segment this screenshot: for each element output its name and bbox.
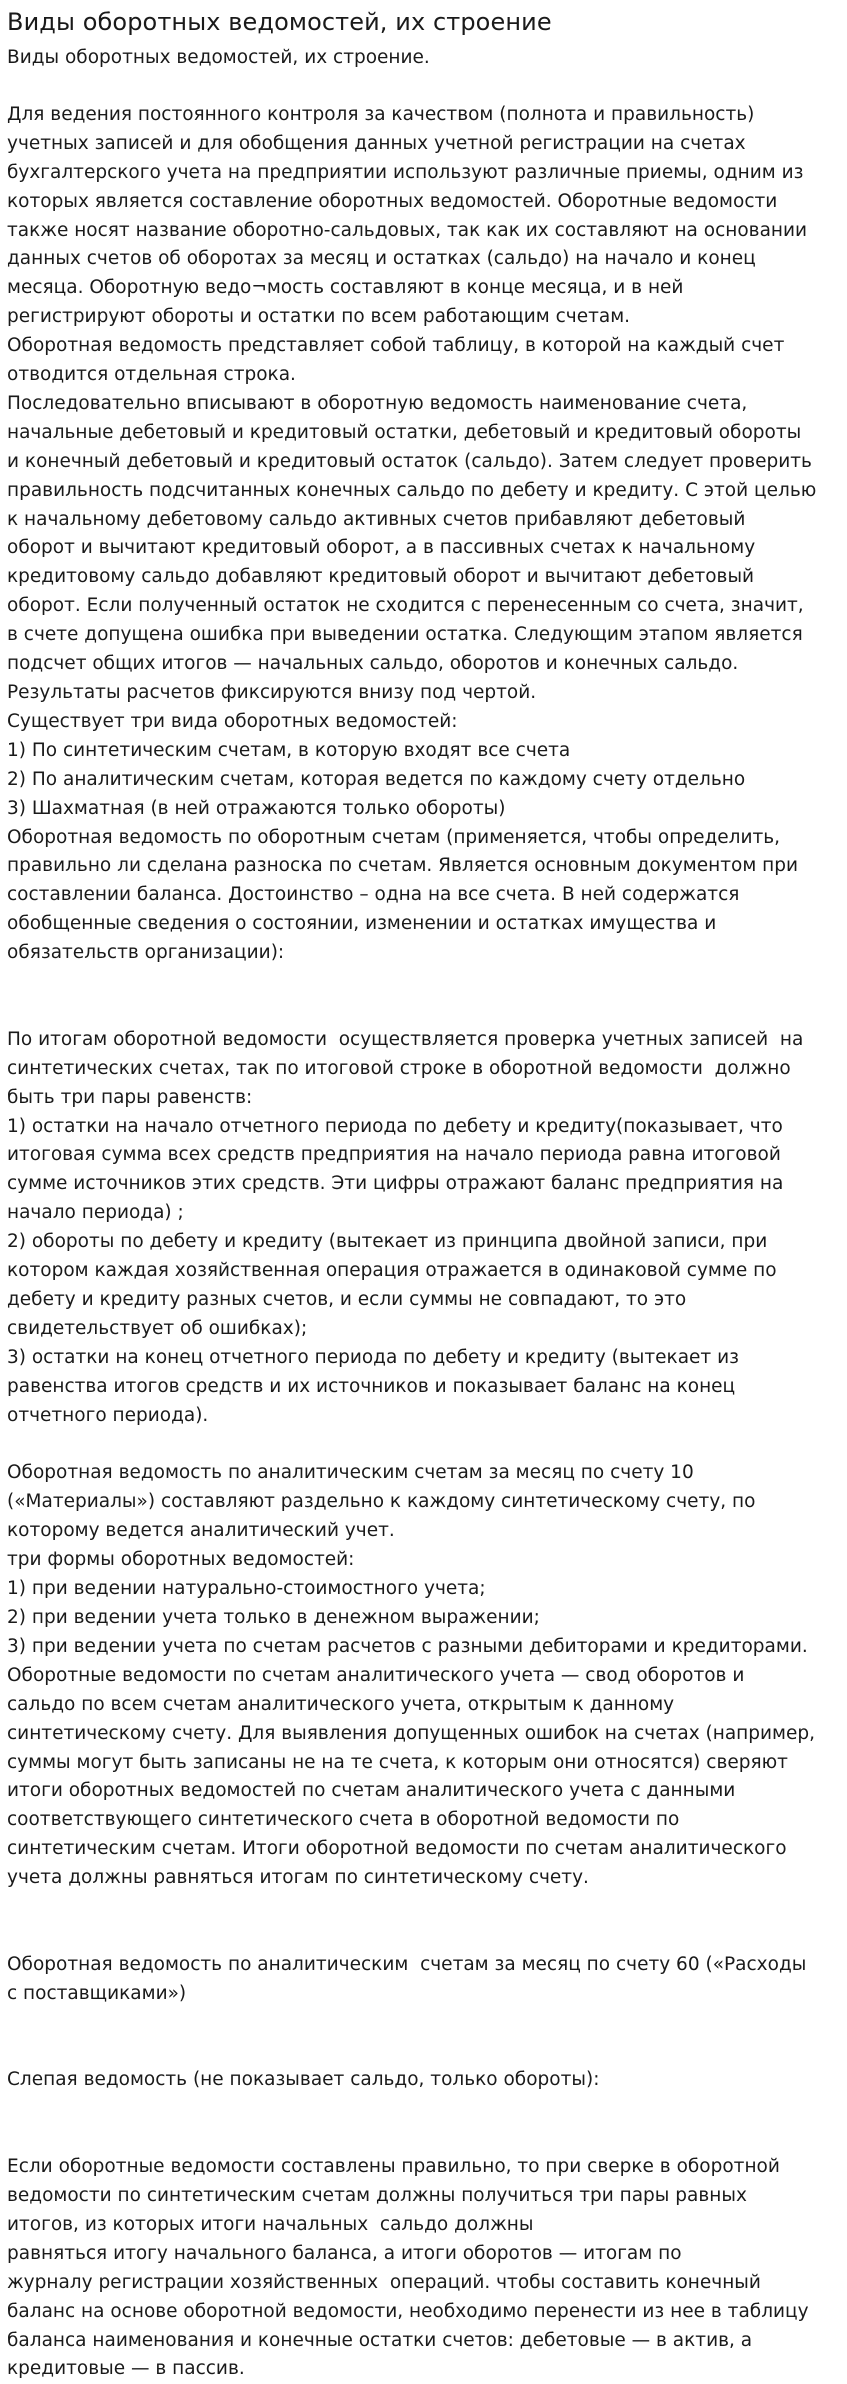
- paragraph-line: Оборотные ведомости по счетам аналитического учета — свод оборотов и: [7, 1664, 745, 1686]
- paragraph-line: котором каждая хозяйственная операция отражается в одинаковой сумме по: [7, 1260, 777, 1282]
- page-title: Виды оборотных ведомостей, их строение: [7, 8, 552, 36]
- paragraph-line: Оборотная ведомость по аналитическим счетам за месяц по счету 60 («Расходы: [7, 1953, 807, 1975]
- paragraph-line: быть три пары равенств:: [7, 1086, 253, 1108]
- paragraph-line: Оборотная ведомость по оборотным счетам (применяется, чтобы определить,: [7, 826, 781, 848]
- blank-line: [7, 2095, 842, 2124]
- paragraph-line: обязательств организации):: [7, 942, 285, 964]
- paragraph-line: Для ведения постоянного контроля за качеством (полнота и правильность): [7, 103, 755, 125]
- paragraph-line: 1) при ведении натурально-стоимостного учета;: [7, 1578, 486, 1600]
- document-body: [7, 72, 842, 2384]
- paragraph-line: составлении баланса. Достоинство – одна на все счета. В ней содержатся: [7, 884, 740, 906]
- paragraph-line: Оборотная ведомость по аналитическим счетам за месяц по счету 10: [7, 1462, 694, 1484]
- blank-line: [7, 2009, 842, 2038]
- blank-line: [7, 72, 842, 101]
- paragraph-line: 3) остатки на конец отчетного периода по дебету и кредиту (вытекает из: [7, 1346, 739, 1368]
- paragraph-line: Последовательно вписывают в оборотную ведомость наименование счета,: [7, 392, 748, 414]
- paragraph-line: подсчет общих итогов — начальных сальдо, оборотов и конечных сальдо.: [7, 653, 739, 675]
- paragraph-line: отводится отдельная строка.: [7, 364, 296, 386]
- paragraph-line: обобщенные сведения о состоянии, изменении и остатках имущества и: [7, 913, 717, 935]
- paragraph-line: равняться итогу начального баланса, а итоги оборотов — итогам по: [7, 2242, 682, 2264]
- paragraph-line: синтетических счетах, так по итоговой строке в оборотной ведомости должно: [7, 1057, 791, 1079]
- paragraph-line: соответствующего синтетического счета в оборотной ведомости по: [7, 1809, 680, 1831]
- paragraph-line: в счете допущена ошибка при выведении остатка. Следующим этапом является: [7, 624, 803, 646]
- paragraph-line: месяца. Оборотную ведо¬мость составляют в конце месяца, и в ней: [7, 277, 684, 299]
- paragraph-line: итогов, из которых итоги начальных сальдо должны: [7, 2213, 534, 2235]
- paragraph-line: итоговая сумма всех средств предприятия на начало периода равна итоговой: [7, 1144, 781, 1166]
- blank-line: [7, 997, 842, 1026]
- paragraph-line: журналу регистрации хозяйственных операций. чтобы составить конечный: [7, 2271, 761, 2293]
- blank-line: [7, 1431, 842, 1460]
- paragraph-line: сумме источников этих средств. Эти цифры отражают баланс предприятия на: [7, 1173, 784, 1195]
- blank-line: [7, 1893, 842, 1922]
- paragraph-line: Существует три вида оборотных ведомостей:: [7, 710, 458, 732]
- paragraph-line: и конечный дебетовый и кредитовый остаток (сальдо). Затем следует проверить: [7, 450, 812, 472]
- paragraph-line: баланса наименования и конечные остатки счетов: дебетовые — в актив, а: [7, 2329, 753, 2351]
- paragraph-line: 1) остатки на начало отчетного периода по дебету и кредиту(показывает, что: [7, 1115, 783, 1137]
- paragraph-line: итоги оборотных ведомостей по счетам аналитического учета с данными: [7, 1780, 736, 1802]
- paragraph-line: учета должны равняться итогам по синтетическому счету.: [7, 1867, 589, 1889]
- paragraph-line: кредитовому сальдо добавляют кредитовый оборот и вычитают дебетовый: [7, 566, 755, 588]
- paragraph-line: дебету и кредиту разных счетов, и если суммы не совпадают, то это: [7, 1289, 687, 1311]
- paragraph-line: правильность подсчитанных конечных сальдо по дебету и кредиту. С этой целью: [7, 479, 817, 501]
- paragraph-line: учетных записей и для обобщения данных учетной регистрации на счетах: [7, 132, 746, 154]
- paragraph-line: также носят название оборотно-сальдовых, так как их составляют на основании: [7, 219, 808, 241]
- paragraph-line: синтетическому счету. Для выявления допущенных ошибок на счетах (например,: [7, 1722, 815, 1744]
- paragraph-line: ведомости по синтетическим счетам должны получиться три пары равных: [7, 2185, 747, 2206]
- paragraph-line: отчетного периода).: [7, 1404, 209, 1426]
- paragraph-line: Оборотная ведомость представляет собой таблицу, в которой на каждый счет: [7, 335, 785, 357]
- paragraph-line: с поставщиками»): [7, 1982, 187, 2004]
- paragraph-line: Слепая ведомость (не показывает сальдо, только обороты):: [7, 2069, 600, 2091]
- paragraph-line: к начальному дебетовому сальдо активных счетов прибавляют дебетовый: [7, 508, 746, 530]
- paragraph-line: которому ведется аналитический учет.: [7, 1520, 395, 1542]
- paragraph-line: баланс на основе оборотной ведомости, необходимо перенести из нее в таблицу: [7, 2300, 809, 2322]
- blank-line: [7, 968, 842, 997]
- paragraph-line: По итогам оборотной ведомости осуществляется проверка учетных записей на: [7, 1028, 804, 1050]
- paragraph-line: оборот. Если полученный остаток не сходится с перенесенным со счета, значит,: [7, 595, 804, 617]
- paragraph-line: бухгалтерского учета на предприятии используют различные приемы, одним из: [7, 161, 804, 183]
- paragraph-line: 2) По аналитическим счетам, которая ведется по каждому счету отдельно: [7, 768, 746, 790]
- paragraph-line: которых является составление оборотных ведомостей. Оборотные ведомости: [7, 190, 778, 212]
- paragraph-line: регистрируют обороты и остатки по всем работающим счетам.: [7, 306, 631, 328]
- paragraph-line: Если оборотные ведомости составлены правильно, то при сверке в оборотной: [7, 2156, 780, 2178]
- paragraph-line: оборот и вычитают кредитовый оборот, а в пассивных счетах к начальному: [7, 537, 756, 559]
- paragraph-line: начальные дебетовый и кредитовый остатки, дебетовый и кредитовый обороты: [7, 421, 802, 443]
- paragraph-line: три формы оборотных ведомостей:: [7, 1549, 355, 1571]
- paragraph-line: суммы могут быть записаны не на те счета, к которым они относятся) сверяют: [7, 1751, 788, 1773]
- paragraph-line: начало периода) ;: [7, 1202, 184, 1224]
- paragraph-line: 3) при ведении учета по счетам расчетов с разными дебиторами и кредиторами.: [7, 1635, 808, 1657]
- paragraph-line: Результаты расчетов фиксируются внизу под чертой.: [7, 682, 537, 704]
- paragraph-line: синтетическим счетам. Итоги оборотной ведомости по счетам аналитического: [7, 1838, 787, 1860]
- paragraph-line: 3) Шахматная (в ней отражаются только обороты): [7, 797, 506, 819]
- paragraph-line: 2) при ведении учета только в денежном выражении;: [7, 1606, 540, 1628]
- blank-line: [7, 1922, 842, 1951]
- document-subtitle: Виды оборотных ведомостей, их строение.: [7, 47, 430, 68]
- paragraph-line: кредитовые — в пассив.: [7, 2358, 245, 2380]
- paragraph-line: 2) обороты по дебету и кредиту (вытекает из принципа двойной записи, при: [7, 1231, 768, 1253]
- blank-line: [7, 2038, 842, 2067]
- paragraph-line: свидетельствует об ошибках);: [7, 1317, 308, 1339]
- blank-line: [7, 2124, 842, 2153]
- paragraph-line: 1) По синтетическим счетам, в которую входят все счета: [7, 739, 571, 761]
- paragraph-line: правильно ли сделана разноска по счетам. Является основным документом при: [7, 855, 799, 877]
- paragraph-line: («Материалы») составляют раздельно к каждому синтетическому счету, по: [7, 1491, 756, 1513]
- document-page: [7, 8, 842, 2384]
- paragraph-line: данных счетов об оборотах за месяц и остатках (сальдо) на начало и конец: [7, 248, 756, 270]
- paragraph-line: равенства итогов средств и их источников и показывает баланс на конец: [7, 1375, 736, 1397]
- paragraph-line: сальдо по всем счетам аналитического учета, открытым к данному: [7, 1693, 675, 1715]
